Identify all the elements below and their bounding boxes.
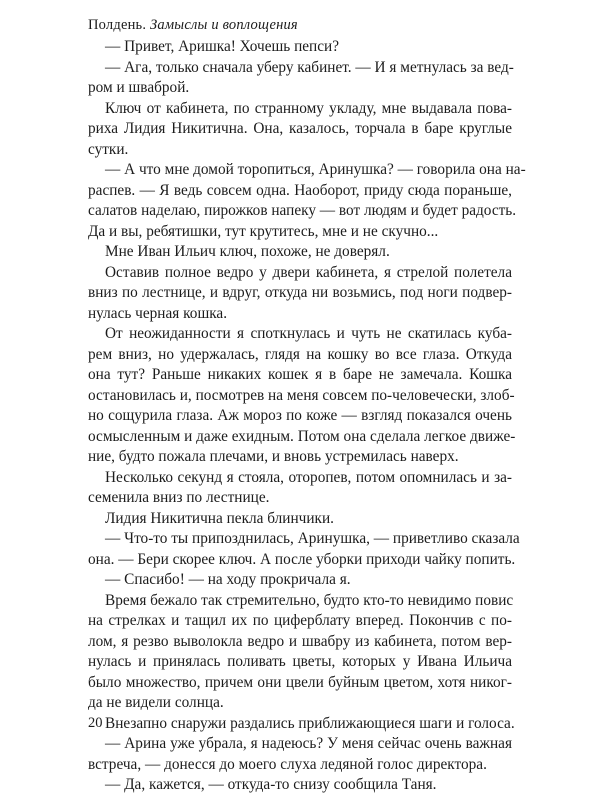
running-head-section: Замыслы и воплощения xyxy=(150,17,298,33)
text-line: — Ага, только сначала уберу кабинет. — И я метнулась за вед- xyxy=(105,58,514,76)
text-line: — Спасибо! — на ходу прокричала я. xyxy=(105,571,351,588)
text-line: нулась и принялась поливать цветы, которых у Ивана Ильича xyxy=(88,653,512,670)
text-line: она тут? Раньше никаких кошек я в баре не замечала. Кошка xyxy=(88,366,512,383)
text-line: лом, я резво выволокла ведро и швабру из кабинета, потом вер- xyxy=(88,632,512,650)
text-line: на стрелках и тащил их по циферблату вперед. Покончив с по- xyxy=(88,612,512,629)
text-line: риха Лидия Никитична. Она, казалось, торчала в баре круглые xyxy=(88,120,512,137)
text-line: но сощурила глаза. Аж мороз по коже — взгляд показался очень xyxy=(88,407,512,424)
running-head xyxy=(88,17,298,34)
text-line: Несколько секунд я стояла, оторопев, потом опомнилась и за- xyxy=(105,468,512,486)
text-line: распев. — Я ведь совсем одна. Наоборот, приду сюда пораньше, xyxy=(88,181,512,199)
text-line: сутки. xyxy=(88,140,129,158)
text-line: — Что-то ты припозднилась, Аринушка, — приветливо сказала xyxy=(105,530,520,547)
text-line: встреча, — донесся до моего слуха ледяной голос директора. xyxy=(88,755,487,773)
text-line: — А что мне домой торопиться, Аринушка? — говорила она на- xyxy=(105,161,526,178)
text-line: Да и вы, ребятишки, тут крутитесь, мне и не скучно... xyxy=(88,222,439,240)
body-text xyxy=(88,37,526,796)
text-line: да не видели солнца. xyxy=(88,694,224,711)
text-line: Внезапно снаружи раздались приближающиеся шаги и голоса. xyxy=(105,714,515,732)
text-line: рем вниз, но удержалась, глядя на кошку во все глаза. Откуда xyxy=(88,345,512,363)
text-line: ние, будто пожала плечами, и вновь устремилась наверх. xyxy=(88,448,459,465)
text-line: семенила вниз по лестнице. xyxy=(88,489,270,506)
text-line: нулась черная кошка. xyxy=(88,304,228,322)
text-line: салатов наделаю, пирожков напеку — вот людям и будет радость. xyxy=(88,202,517,219)
text-line: ром и шваброй. xyxy=(88,79,190,96)
text-line: осмысленным и даже ехидным. Потом она сделала легкое движе- xyxy=(88,427,516,445)
page-number: 20 xyxy=(88,715,103,731)
text-line: остановилась и, посмотрев на меня совсем по-человечески, злоб- xyxy=(88,386,515,404)
text-line: Время бежало так стремительно, будто кто-то невидимо повис xyxy=(105,591,514,609)
text-line: Оставив полное ведро у двери кабинета, я стрелой полетела xyxy=(105,263,512,281)
text-line: Лидия Никитична пекла блинчики. xyxy=(105,509,334,527)
text-line: От неожиданности я споткнулась и чуть не скатилась куба- xyxy=(105,325,512,342)
text-line: было множество, причем они цвели буйным цветом, хотя никог- xyxy=(88,673,512,691)
text-line: — Привет, Аришка! Хочешь пепси? xyxy=(105,38,340,55)
text-line: — Да, кажется, — откуда-то снизу сообщила Таня. xyxy=(105,776,437,793)
text-line: она. — Бери скорее ключ. А после уборки приходи чайку попить. xyxy=(88,550,516,568)
text-line: — Арина уже убрала, я надеюсь? У меня сейчас очень важная xyxy=(105,735,512,752)
text-line: Ключ от кабинета, по странному укладу, мне выдавала пова- xyxy=(105,99,512,117)
text-line: Мне Иван Ильич ключ, похоже, не доверял. xyxy=(105,243,390,260)
text-line: вниз по лестнице, и вдруг, откуда ни возьмись, под ноги подвер- xyxy=(88,284,512,301)
running-head-author: Полдень. xyxy=(88,17,147,33)
